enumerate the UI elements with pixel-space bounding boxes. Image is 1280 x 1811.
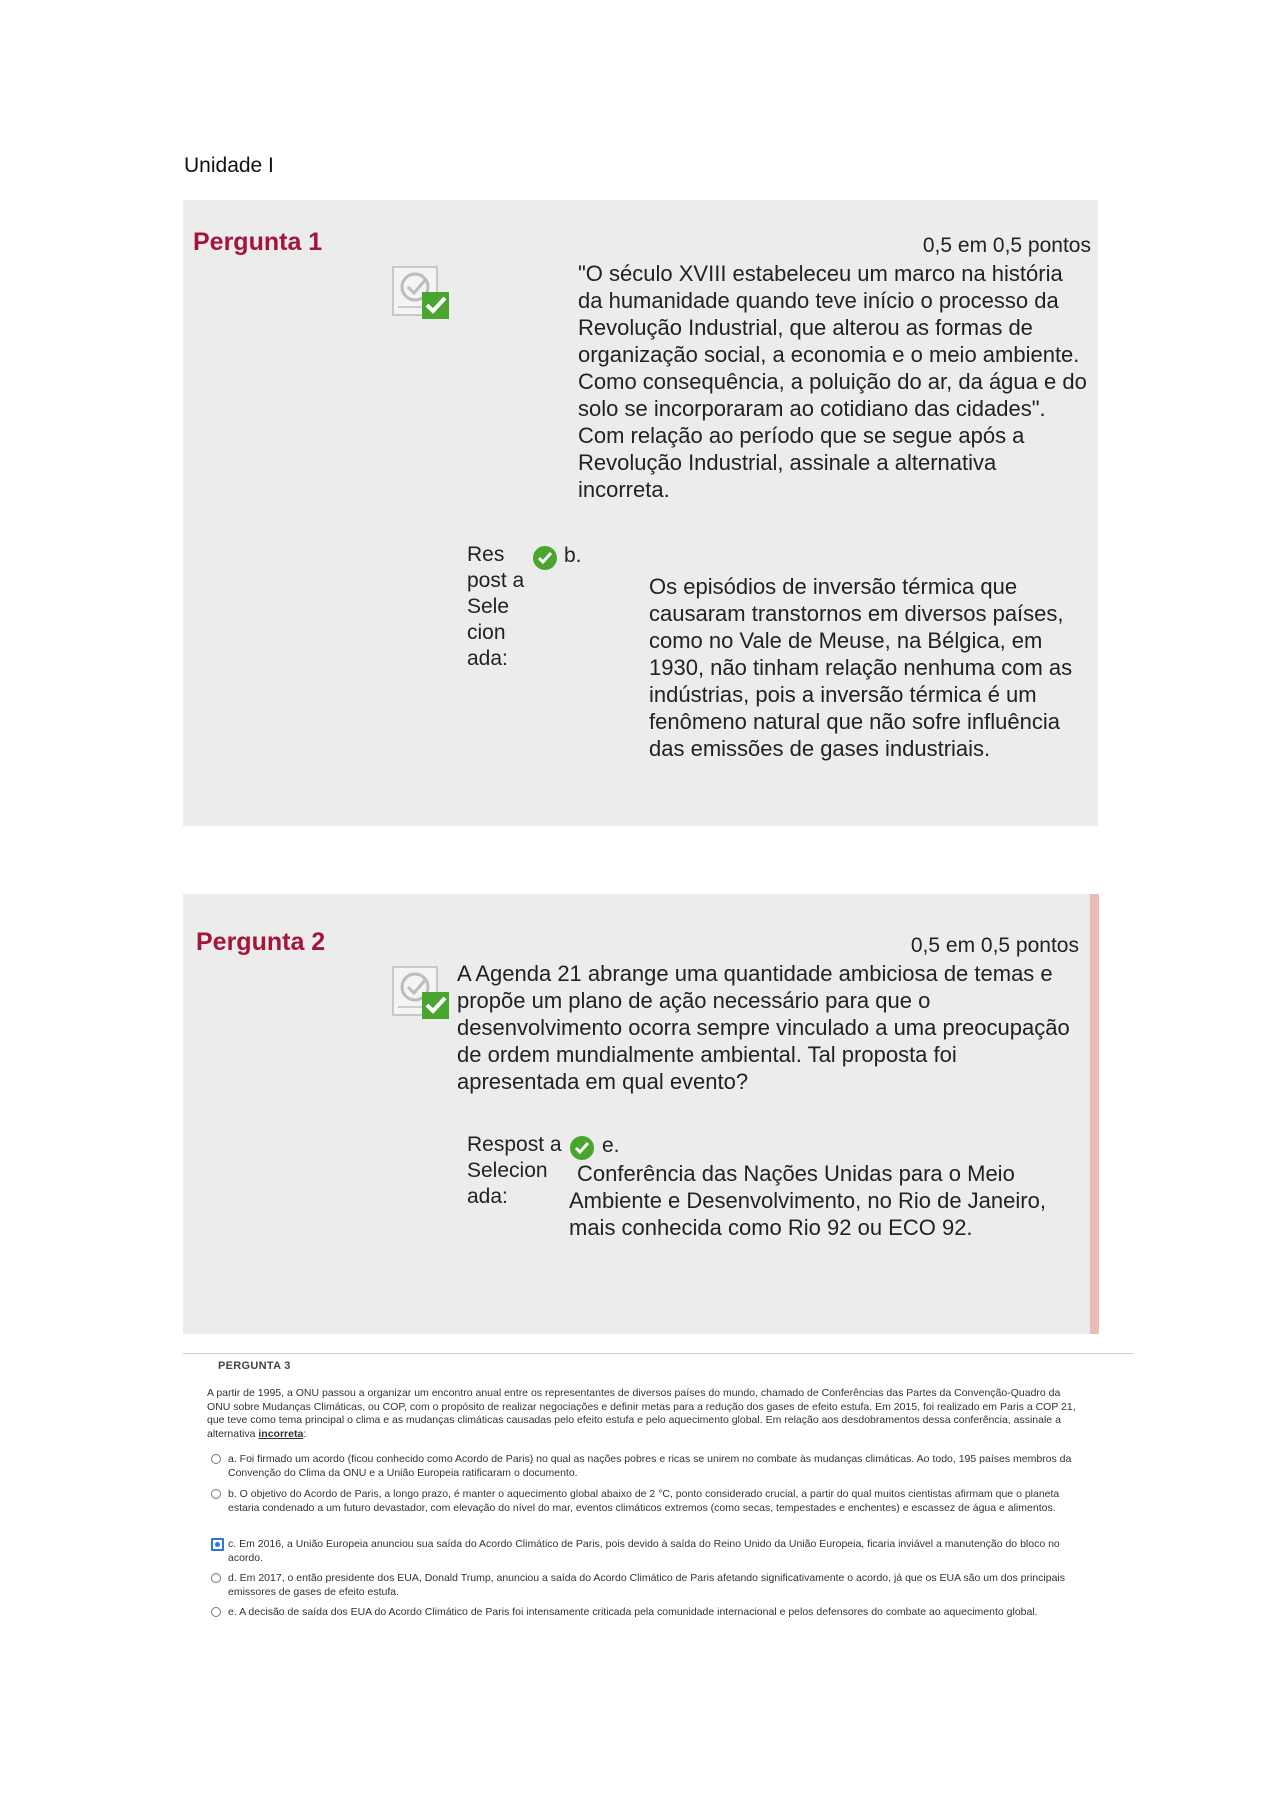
radio-button[interactable] bbox=[211, 1607, 221, 1617]
check-icon bbox=[569, 1135, 595, 1161]
check-icon bbox=[532, 545, 558, 571]
question-card-2 bbox=[183, 894, 1099, 1334]
question-points: 0,5 em 0,5 pontos bbox=[910, 934, 1079, 957]
option-text: a. Foi firmado um acordo (ficou conhecido como Acordo de Paris) no qual as nações pobres e ricas se unirem no combate às mudanças climáticas. Ao todo, 195 países membros da Convenção do Clima da ONU e a União Europeia ratificaram o documento. bbox=[228, 1453, 1072, 1479]
question-title: Pergunta 1 bbox=[193, 228, 323, 256]
question-card-1 bbox=[183, 200, 1098, 826]
question-3-title: PERGUNTA 3 bbox=[218, 1360, 291, 1372]
answer-letter: e. bbox=[602, 1134, 620, 1157]
question-text: "O século XVIII estabeleceu um marco na história da humanidade quando teve início o processo da Revolução Industrial, que alterou as formas de organização social, a economia e o meio ambiente. Como consequência, a poluição do ar, da água e do solo se incorporaram ao cotidiano das cidades". Com relação ao período que se segue após a Revolução Industrial, assinale a alternativa incorreta. bbox=[578, 261, 1087, 502]
question-3-text-main: A partir de 1995, a ONU passou a organizar um encontro anual entre os representantes de diversos países do mundo, chamado de Conferências das Partes da Convenção-Quadro da ONU sobre Mudanças Climáticas, ou COP, com o propósito de realizar negociações e definir metas para a redução dos gases de efeito estufa. Em 2015, foi realizado em Paris a COP 21, que teve como tema principal o clima e as mudanças climáticas causadas pelo efeito estufa e pelo aquecimento global. Em relação aos desdobramentos dessa conferência, assinale a alternativa bbox=[207, 1387, 1076, 1440]
radio-button[interactable] bbox=[211, 1454, 221, 1464]
correct-status-icon bbox=[390, 259, 452, 321]
answer-label: Res post a Sele cion ada: bbox=[467, 543, 525, 670]
question-3-text-end: : bbox=[303, 1427, 307, 1440]
question-3-text-emphasis: incorreta bbox=[258, 1427, 304, 1440]
document-title: Unidade I bbox=[184, 154, 274, 177]
option-text: c. Em 2016, a União Europeia anunciou sua saída do Acordo Climático de Paris, pois devido à saída do Reino Unido da União Europeia, ficaria inviável a manutenção do bloco no acordo. bbox=[228, 1538, 1060, 1564]
question-text: A Agenda 21 abrange uma quantidade ambiciosa de temas e propõe um plano de ação necessário para que o desenvolvimento ocorra sempre vinculado a uma preocupação de ordem mundialmente ambiental. Tal proposta foi apresentada em qual evento? bbox=[457, 961, 1070, 1094]
correct-status-icon bbox=[390, 959, 452, 1021]
question-3-text bbox=[207, 1387, 1077, 1441]
answer-text: Os episódios de inversão térmica que causaram transtornos em diversos países, como no Vale de Meuse, na Bélgica, em 1930, não tinham relação nenhuma com as indústrias, pois a inversão térmica é um fenômeno natural que não sofre influência das emissões de gases industriais. bbox=[649, 574, 1073, 761]
question-points: 0,5 em 0,5 pontos bbox=[922, 234, 1091, 257]
option-text: e. A decisão de saída dos EUA do Acordo Climático de Paris foi intensamente criticada pela comunidade internacional e pelos defensores do combate ao aquecimento global. bbox=[228, 1606, 1038, 1618]
option-text: d. Em 2017, o então presidente dos EUA, Donald Trump, anunciou a saída do Acordo Climático de Paris afetando significativamente o acordo, já que os EUA são um dos principais emissores de gases de efeito estufa. bbox=[228, 1572, 1065, 1598]
answer-letter: b. bbox=[564, 544, 582, 567]
radio-button-selected[interactable] bbox=[211, 1538, 224, 1551]
question-title: Pergunta 2 bbox=[196, 928, 326, 956]
section-divider bbox=[183, 1353, 1134, 1354]
option-text: b. O objetivo do Acordo de Paris, a longo prazo, é manter o aquecimento global abaixo de 2 °C, ponto considerado crucial, a partir do qual muitos cientistas afirmam que o planeta estaria condenado a um futuro devastador, com elevação do nível do mar, eventos climáticos extremos (como secas, tempestades e enchentes) e escassez de água e alimentos. bbox=[228, 1488, 1060, 1514]
radio-button[interactable] bbox=[211, 1489, 221, 1499]
answer-text: Conferência das Nações Unidas para o Meio Ambiente e Desenvolvimento, no Rio de Janeiro, mais conhecida como Rio 92 ou ECO 92. bbox=[569, 1161, 1046, 1240]
radio-button[interactable] bbox=[211, 1573, 221, 1583]
answer-label: Respost a Selecion ada: bbox=[467, 1133, 562, 1208]
